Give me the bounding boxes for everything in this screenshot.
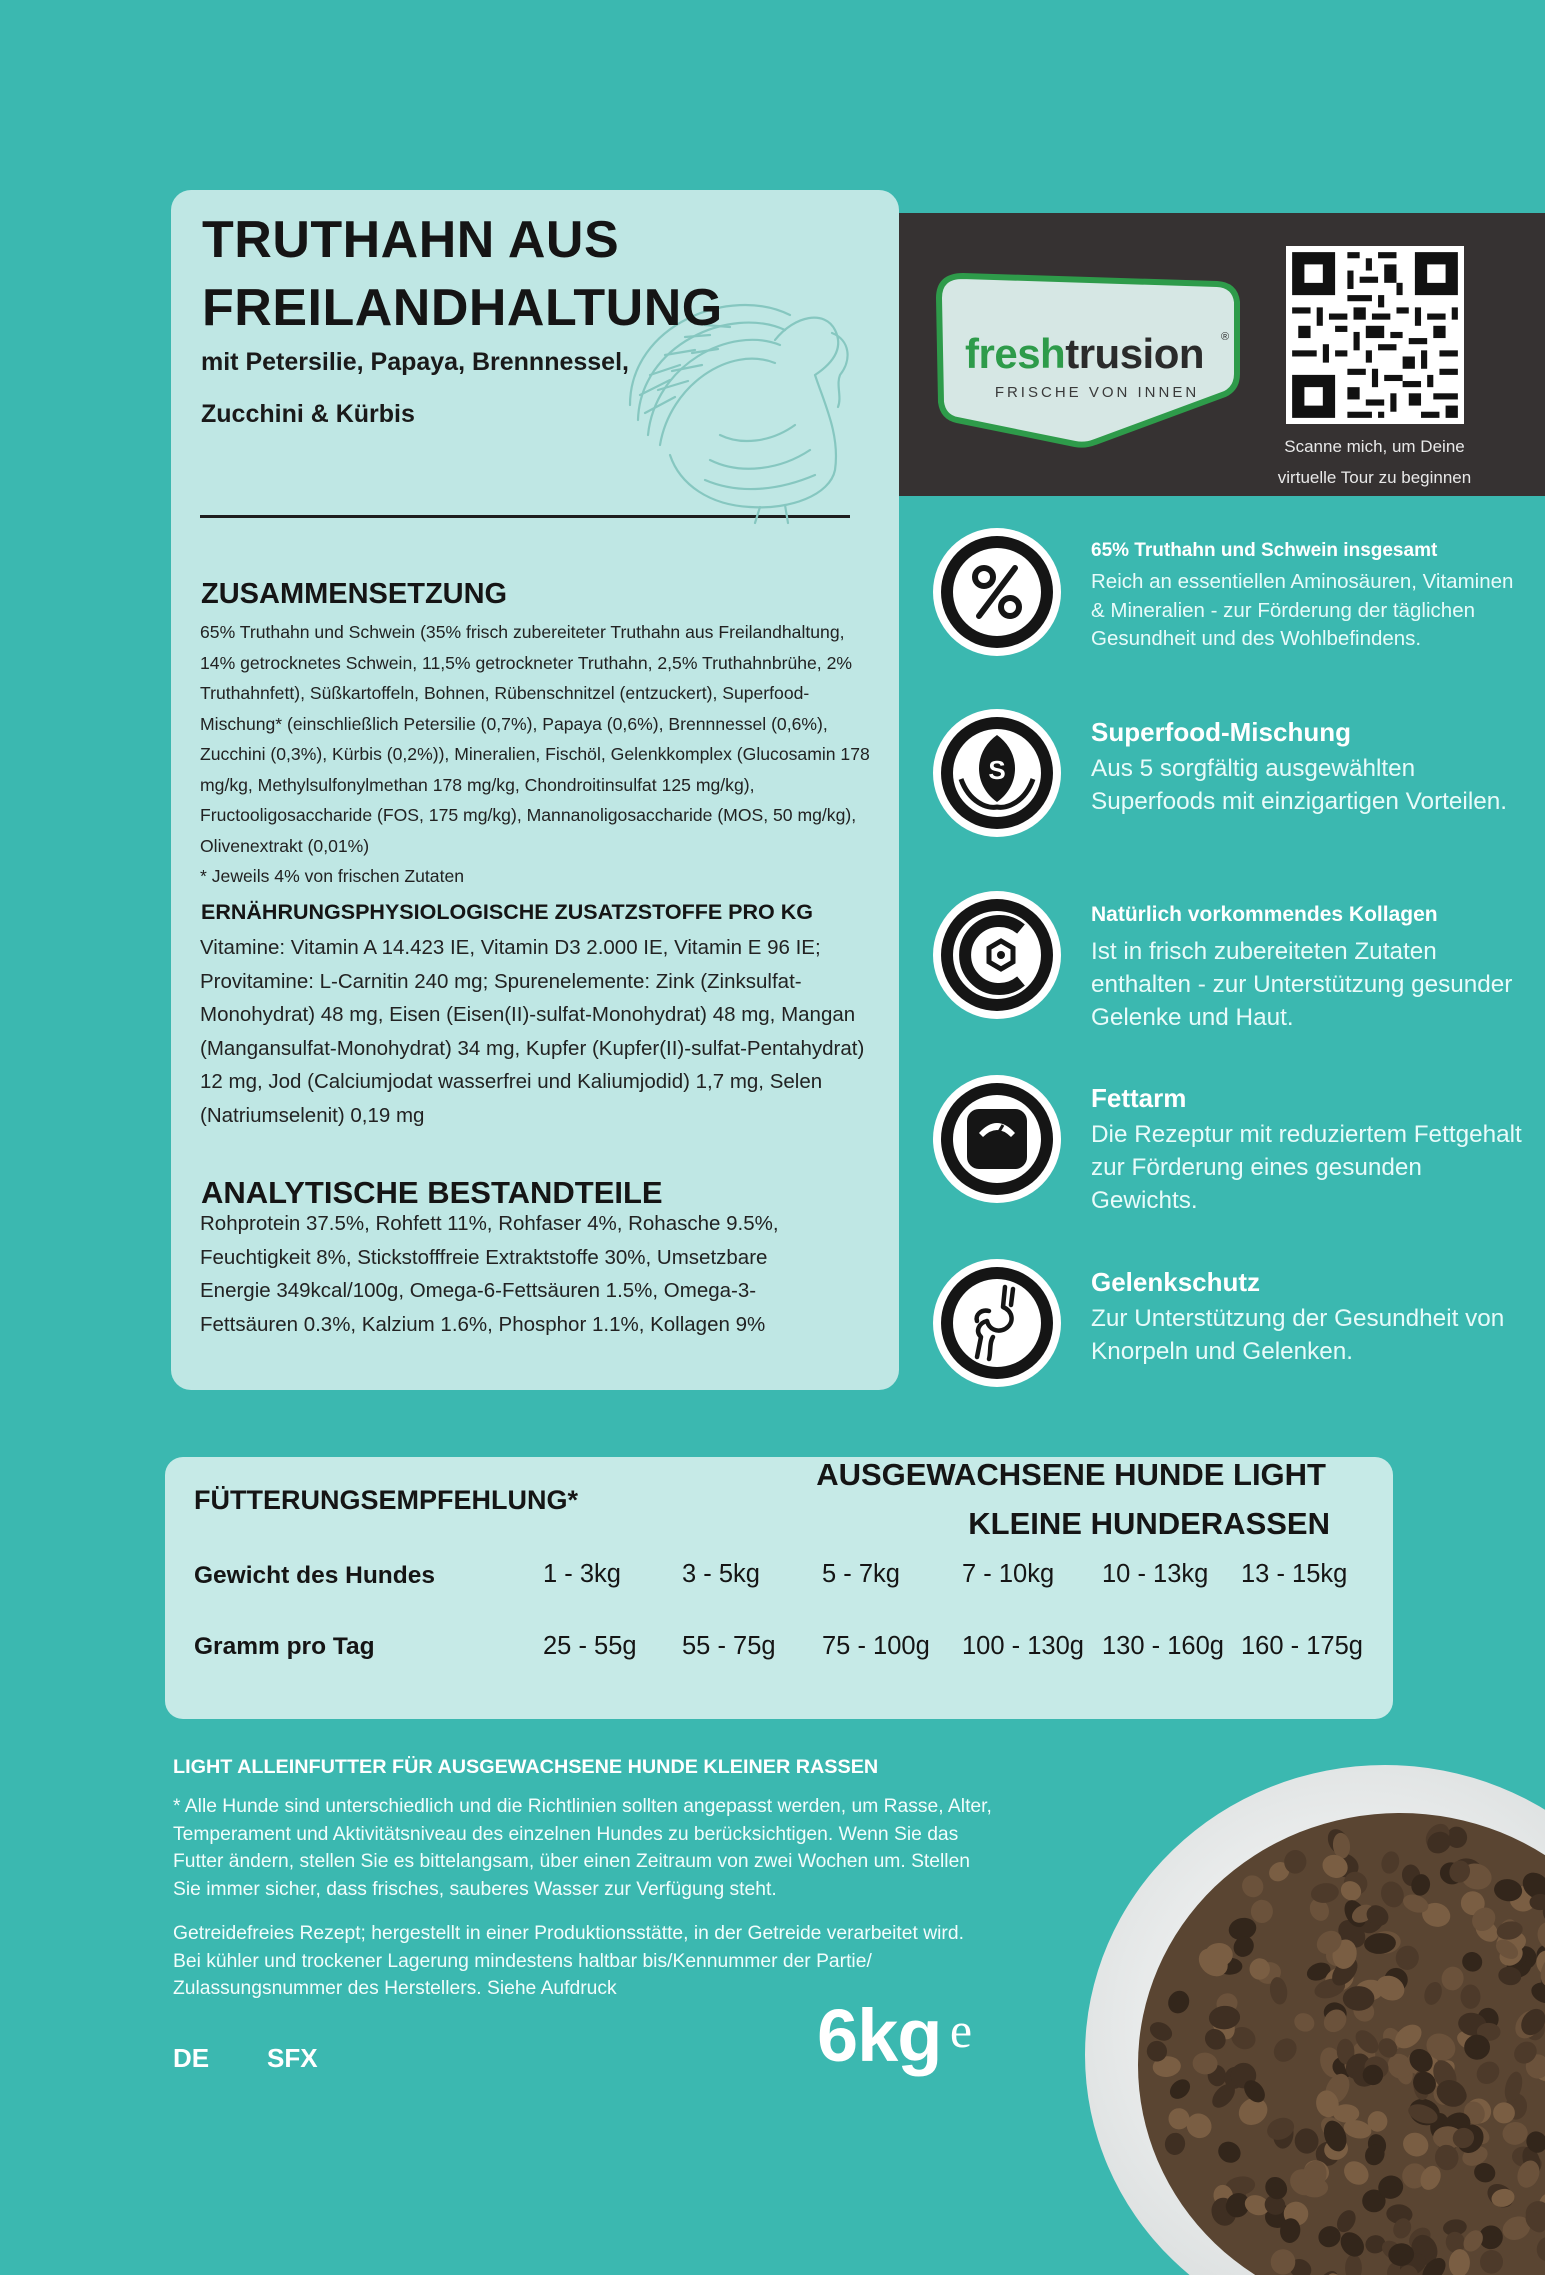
feature-collagen (931, 889, 1531, 1032)
composition-text (200, 617, 870, 892)
grams-cell: 130 - 160g (1102, 1632, 1224, 1660)
grams-row-label: Gramm pro Tag (194, 1633, 375, 1660)
feature-title: Gelenkschutz (1091, 1267, 1261, 1297)
feature-body: Reich an essentiellen Aminosäuren, Vitaminen & Mineralien - zur Förderung der täglichen Gesundheit und des Wohlbefindens. (1091, 570, 1514, 650)
registered-mark: ® (1221, 331, 1230, 343)
feeding-title: FÜTTERUNGSEMPFEHLUNG* (194, 1485, 578, 1515)
weight-cell: 7 - 10kg (962, 1560, 1055, 1588)
storage-note: Getreidefreies Rezept; hergestellt in einer Produktionsstätte, in der Getreide verarbeitet wird. Bei kühler und trockener Lagerung mindestens haltbar bis/Kennummer der Partie/ Zulassungsnummer des Herstellers. Siehe Aufdruck (173, 1923, 964, 1999)
product-title (202, 206, 822, 342)
title-line-2: FREILANDHALTUNG (202, 279, 723, 337)
grams-cell: 75 - 100g (822, 1632, 930, 1660)
feature-low-fat (931, 1073, 1531, 1213)
product-subtitle: mit Petersilie, Papaya, Brennnessel, Zucchini & Kürbis (201, 348, 629, 428)
qr-code-icon[interactable] (1286, 246, 1464, 424)
composition-footnote: * Jeweils 4% von frischen Zutaten (200, 866, 465, 886)
qr-caption-line-2: virtuelle Tour zu beginnen (1277, 468, 1472, 487)
qr-caption (1262, 431, 1487, 493)
kibble-piece (1271, 2249, 1296, 2274)
scale-icon (931, 1073, 1063, 1205)
grams-cell: 55 - 75g (682, 1632, 776, 1660)
grams-cell: 160 - 175g (1241, 1632, 1363, 1660)
weight-cell: 5 - 7kg (822, 1560, 900, 1588)
joint-icon (931, 1257, 1063, 1389)
weight-row-label: Gewicht des Hundes (194, 1562, 435, 1589)
svg-text:freshtrusion (965, 330, 1204, 377)
estimated-sign-letter: e (949, 2003, 973, 2058)
brand-name-trusion: trusion (1065, 330, 1205, 377)
feeding-note: * Alle Hunde sind unterschiedlich und die Richtlinien sollten angepasst werden, um Rasse, Alter, Temperament und Aktivitätsniveau des einzelnen Hundes zu berücksichtigen. Wenn Sie das Futter ändern, stellen Sie es bittelangsam, über einen Zeitraum von zwei Wochen um. Stellen Sie immer sicher, dass frisches, sauberes Wasser zur Verfügung steht. (173, 1796, 992, 1900)
freshtrusion-logo (935, 262, 1251, 454)
weight-cell: 13 - 15kg (1241, 1560, 1348, 1588)
feeding-heading-line-2: KLEINE HUNDERASSEN (968, 1506, 1330, 1541)
feature-title: Fettarm (1091, 1083, 1187, 1113)
grams-cell: 25 - 55g (543, 1632, 637, 1660)
superfood-leaf-icon (931, 707, 1063, 839)
feature-body: Die Rezeptur mit reduziertem Fettgehalt zur Förderung eines gesunden Gewichts. (1091, 1121, 1522, 1215)
feature-superfood (931, 707, 1531, 847)
kibble-bowl-image (1055, 1755, 1545, 2275)
percent-icon (931, 526, 1063, 658)
feeding-heading-line-1: AUSGEWACHSENE HUNDE LIGHT (816, 1457, 1326, 1492)
feature-joint-protection (931, 1257, 1531, 1397)
net-weight: 6kg (817, 1994, 942, 2077)
estimated-sign-icon (941, 2003, 981, 2063)
analytics-heading: ANALYTISCHE BESTANDTEILE (201, 1175, 663, 1210)
grams-cell: 100 - 130g (962, 1632, 1084, 1660)
product-type-heading: LIGHT ALLEINFUTTER FÜR AUSGEWACHSENE HUNDE KLEINER RASSEN (173, 1756, 879, 1778)
kibble-piece (1343, 1986, 1375, 2011)
qr-caption-line-1: Scanne mich, um Deine (1284, 437, 1465, 456)
weight-cell: 10 - 13kg (1102, 1560, 1209, 1588)
feature-title: Natürlich vorkommendes Kollagen (1091, 903, 1438, 926)
composition-heading: ZUSAMMENSETZUNG (201, 578, 508, 610)
collagen-icon (931, 889, 1063, 1021)
additives-text: Vitamine: Vitamin A 14.423 IE, Vitamin D3 2.000 IE, Vitamin E 96 IE; Provitamine: L-Carnitin 240 mg; Spurenelemente: Zink (Zinksulfat-Monohydrat) 48 mg, Eisen (Eisen(II)-sulfat-Monohydrat) 48 mg, Mangan (Mangansulfat-Monohydrat) 34 mg, Kupfer (Kupfer(II)-sulfat-Pentahydrat) 12 mg, Jod (Calciumjodat wasserfrei und Kaliumjodid) 1,7 mg, Selen (Natriumselenit) 0,19 mg (200, 936, 865, 1127)
superfood-letter: S (988, 755, 1006, 785)
feature-body: Aus 5 sorgfältig ausgewählten Superfoods mit einzigartigen Vorteilen. (1091, 755, 1507, 816)
feature-meat-content (931, 526, 1531, 666)
feature-body: Ist in frisch zubereiteten Zutaten enthalten - zur Unterstützung gesunder Gelenke und Haut. (1091, 938, 1513, 1032)
weight-cell: 1 - 3kg (543, 1560, 621, 1588)
title-line-1: TRUTHAHN AUS (202, 211, 620, 269)
weight-cell: 3 - 5kg (682, 1560, 760, 1588)
brand-tagline: FRISCHE VON INNEN (994, 384, 1200, 401)
additives-heading: ERNÄHRUNGSPHYSIOLOGISCHE ZUSATZSTOFFE PRO KG (201, 900, 813, 924)
variant-code: SFX (267, 2043, 318, 2073)
analytics-text: Rohprotein 37.5%, Rohfett 11%, Rohfaser 4%, Rohasche 9.5%, Feuchtigkeit 8%, Stickstofffreie Extraktstoffe 30%, Umsetzbare Energie 349kcal/100g, Omega-6-Fettsäuren 1.5%, Omega-3-Fettsäuren 0.3%, Kalzium 1.6%, Phosphor 1.1%, Kollagen 9% (200, 1212, 779, 1336)
feature-body: Zur Unterstützung der Gesundheit von Knorpeln und Gelenken. (1091, 1305, 1505, 1366)
feature-title: 65% Truthahn und Schwein insgesamt (1091, 540, 1438, 561)
composition-body: 65% Truthahn und Schwein (35% frisch zubereiteter Truthahn aus Freilandhaltung, 14% getrocknetes Schwein, 11,5% getrockneter Truthahn, 2,5% Truthahnbrühe, 2% Truthahnfett), Süßkartoffeln, Bohnen, Rübenschnitzel (entzuckert), Superfood-Mischung* (einschließlich Petersilie (0,7%), Papaya (0,6%), Brennnessel (0,6%), Zucchini (0,3%), Kürbis (0,2%)), Mineralien, Fischöl, Gelenkkomplex (Glucosamin 178 mg/kg, Methylsulfonylmethan 178 mg/kg, Chondroitinsulfat 125 mg/kg), Fructooligosaccharide (FOS, 175 mg/kg), Mannanoligosaccharide (MOS, 50 mg/kg), Olivenextrakt (0,01%) (200, 622, 870, 856)
feature-title: Superfood-Mischung (1091, 717, 1351, 747)
brand-name-fresh: fresh (965, 330, 1066, 377)
language-code: DE (173, 2043, 210, 2073)
